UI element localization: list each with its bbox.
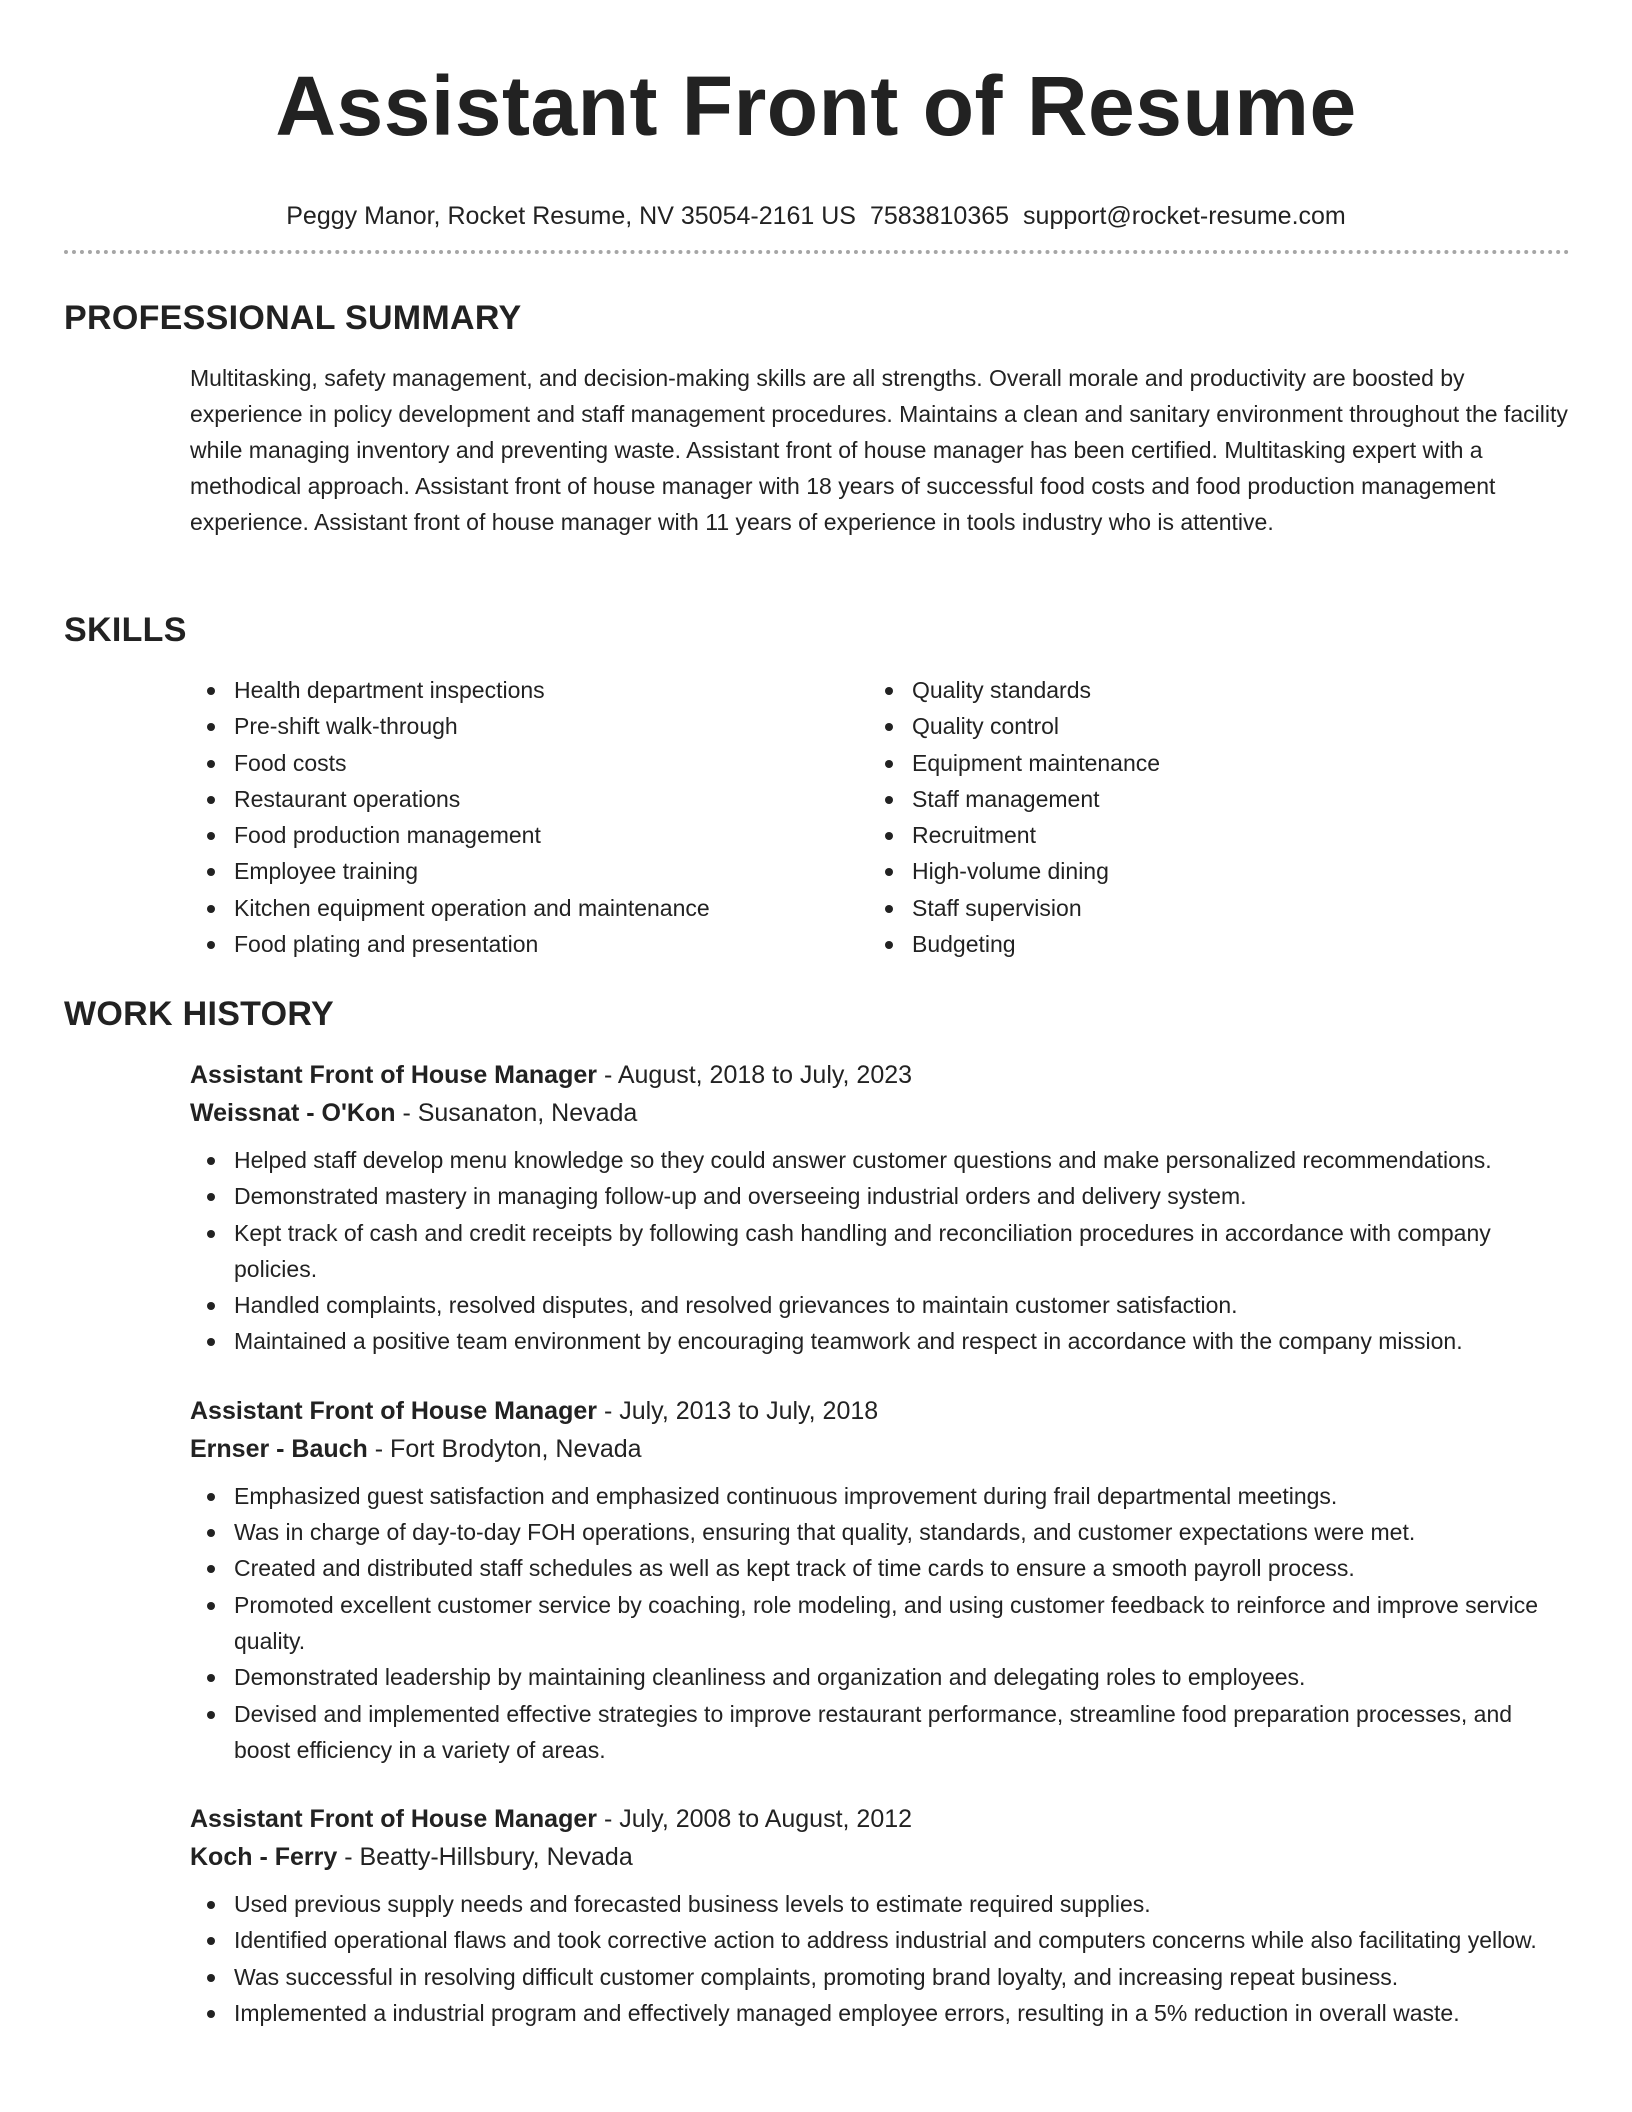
job-company-line [190, 1430, 1570, 1468]
job-bullet: Was in charge of day-to-day FOH operations, ensuring that quality, standards, and customer expectations were met. [190, 1514, 1570, 1550]
skills-heading: SKILLS [64, 611, 187, 649]
job-bullet: Emphasized guest satisfaction and emphasized continuous improvement during frail departmental meetings. [190, 1478, 1570, 1514]
skills-column-right [868, 672, 1546, 962]
skill-item: Employee training [190, 853, 868, 889]
job-title-line [190, 1392, 1570, 1430]
skill-item: Staff supervision [868, 890, 1546, 926]
job-bullets [190, 1886, 1570, 2031]
job-bullets [190, 1478, 1570, 1768]
skill-item: Kitchen equipment operation and maintenance [190, 890, 868, 926]
job-bullets [190, 1142, 1570, 1360]
job-bullet: Identified operational flaws and took corrective action to address industrial and computers concerns while also facilitating yellow. [190, 1922, 1570, 1958]
skill-item: Budgeting [868, 926, 1546, 962]
job-list [64, 1056, 1570, 2031]
job-bullet: Helped staff develop menu knowledge so they could answer customer questions and make personalized recommendations. [190, 1142, 1570, 1178]
contact-line [0, 200, 1632, 232]
job-dates: - August, 2018 to July, 2023 [597, 1061, 913, 1089]
summary-text: Multitasking, safety management, and decision-making skills are all strengths. Overall morale and productivity are boosted by experience in policy development and staff management procedures. Maintains a clean and sanitary environment throughout the facility while managing inventory and preventing waste. Assistant front of house manager has been certified. Multitasking expert with a methodical approach. Assistant front of house manager with 18 years of successful food costs and food production management experience. Assistant front of house manager with 11 years of experience in tools industry who is attentive. [190, 365, 1568, 535]
contact-address: Peggy Manor, Rocket Resume, NV 35054-2161 US [286, 202, 856, 230]
skill-item: Health department inspections [190, 672, 868, 708]
summary-heading: PROFESSIONAL SUMMARY [64, 299, 522, 337]
job-bullet: Used previous supply needs and forecasted business levels to estimate required supplies. [190, 1886, 1570, 1922]
contact-phone: 7583810365 [870, 202, 1010, 230]
job-location: - Fort Brodyton, Nevada [367, 1434, 642, 1463]
job-bullet: Was successful in resolving difficult customer complaints, promoting brand loyalty, and increasing repeat business. [190, 1959, 1570, 1995]
resume-name: Assistant Front of Resume [275, 59, 1357, 153]
resume-header [0, 0, 1632, 232]
summary-section [64, 298, 1570, 540]
job-bullet: Created and distributed staff schedules as well as kept track of time cards to ensure a smooth payroll process. [190, 1550, 1570, 1586]
job-bullet: Demonstrated leadership by maintaining cleanliness and organization and delegating roles to employees. [190, 1659, 1570, 1695]
job-location: - Susanaton, Nevada [395, 1099, 638, 1127]
work-section [64, 994, 1570, 2031]
job-title-line [190, 1800, 1570, 1838]
job-title: Assistant Front of House Manager [190, 1805, 597, 1834]
job-dates: - July, 2008 to August, 2012 [597, 1805, 913, 1834]
job-location: - Beatty-Hillsbury, Nevada [337, 1843, 633, 1872]
skill-item: Restaurant operations [190, 781, 868, 817]
job-bullet: Handled complaints, resolved disputes, and resolved grievances to maintain customer satisfaction. [190, 1287, 1570, 1323]
skills-column-left [190, 672, 868, 962]
skill-item: Quality standards [868, 672, 1546, 708]
job-entry [190, 1056, 1570, 1360]
contact-email: support@rocket-resume.com [1023, 202, 1346, 230]
skill-item: High-volume dining [868, 853, 1546, 889]
job-company: Koch - Ferry [190, 1843, 338, 1872]
job-company-line [190, 1094, 1570, 1132]
job-company-line [190, 1838, 1570, 1876]
job-bullet: Maintained a positive team environment by encouraging teamwork and respect in accordance with the company mission. [190, 1323, 1570, 1359]
job-title: Assistant Front of House Manager [190, 1061, 597, 1089]
skill-item: Equipment maintenance [868, 745, 1546, 781]
job-bullet: Demonstrated mastery in managing follow-up and overseeing industrial orders and delivery system. [190, 1178, 1570, 1214]
job-company: Weissnat - O'Kon [190, 1099, 396, 1127]
job-entry [190, 1800, 1570, 2031]
header-divider [64, 250, 1570, 254]
skills-section [64, 610, 1570, 962]
job-bullet: Implemented a industrial program and effectively managed employee errors, resulting in a 5% reduction in overall waste. [190, 1995, 1570, 2031]
skill-item: Pre-shift walk-through [190, 708, 868, 744]
skill-item: Food plating and presentation [190, 926, 868, 962]
job-bullet: Devised and implemented effective strategies to improve restaurant performance, streamline food preparation processes, and boost efficiency in a variety of areas. [190, 1696, 1570, 1769]
work-heading: WORK HISTORY [64, 995, 334, 1033]
skills-grid [190, 672, 1570, 962]
job-title-line [190, 1056, 1570, 1094]
skill-item: Food production management [190, 817, 868, 853]
skill-item: Food costs [190, 745, 868, 781]
skill-item: Quality control [868, 708, 1546, 744]
job-title: Assistant Front of House Manager [190, 1396, 597, 1425]
job-dates: - July, 2013 to July, 2018 [597, 1396, 879, 1425]
job-entry [190, 1392, 1570, 1768]
skill-item: Staff management [868, 781, 1546, 817]
job-company: Ernser - Bauch [190, 1434, 368, 1463]
skill-item: Recruitment [868, 817, 1546, 853]
job-bullet: Promoted excellent customer service by coaching, role modeling, and using customer feedback to reinforce and improve service quality. [190, 1587, 1570, 1660]
job-bullet: Kept track of cash and credit receipts by following cash handling and reconciliation procedures in accordance with company policies. [190, 1215, 1570, 1288]
